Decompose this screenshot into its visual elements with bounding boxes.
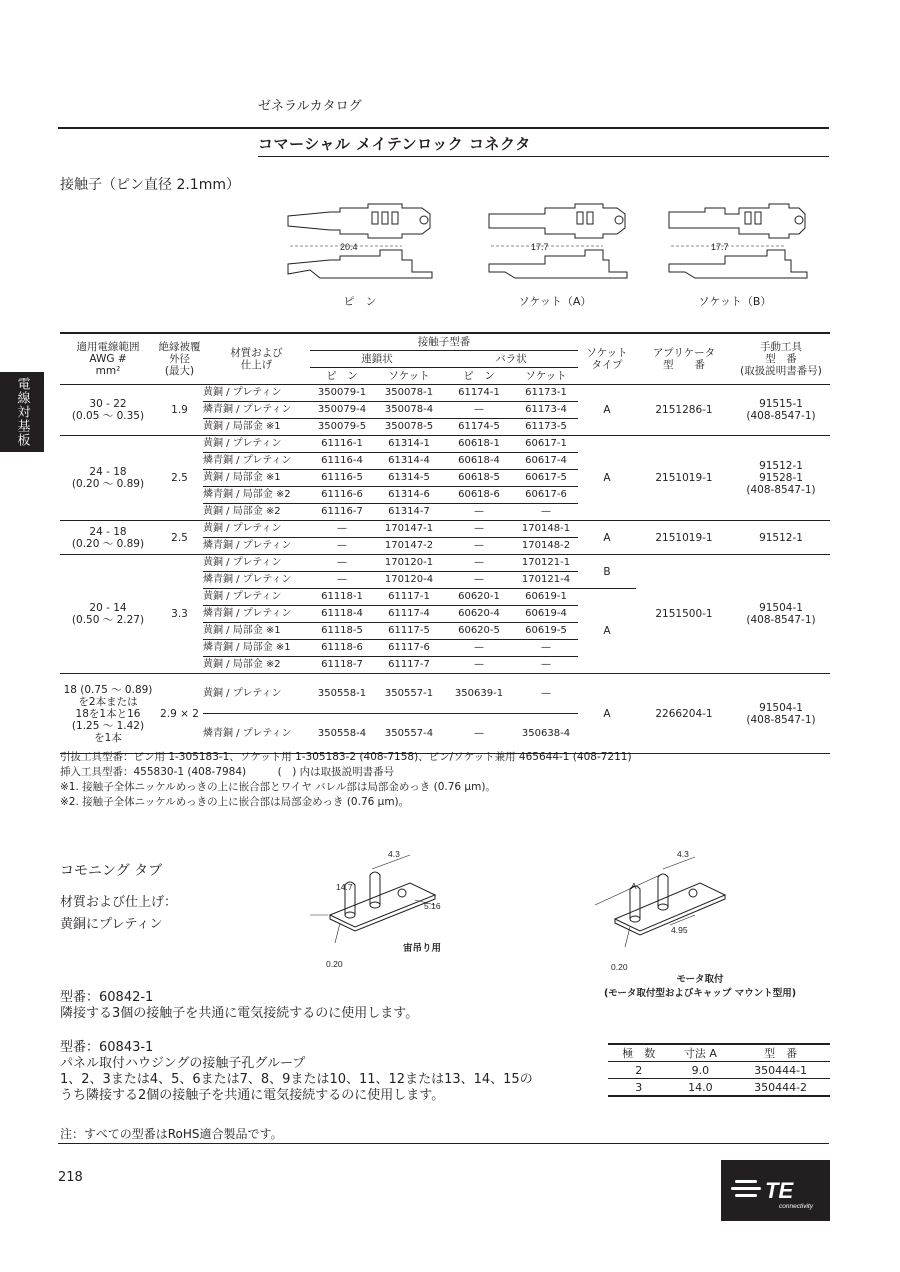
commoning-tab-suspended-drawing [300,845,460,975]
part-number-cell: — [444,521,514,538]
material-cell: 黄銅 / 局部金 ※2 [203,657,310,674]
part-number-cell: 61314-6 [374,487,444,504]
part-number-cell: — [514,674,578,714]
material-cell: 燐青銅 / 局部金 ※2 [203,487,310,504]
header-socket-type: ソケット タイプ [578,333,636,385]
socket-type-cell: A [578,674,636,754]
part-number-cell: 170121-4 [514,572,578,589]
part-number-cell: 61173-4 [514,402,578,419]
part-number-cell: 350078-4 [374,402,444,419]
table-row: 2 9.0 350444-1 [608,1062,830,1079]
dim-5-16: 5.16 [424,901,441,911]
part-number-cell: 61173-1 [514,385,578,402]
pin-caption: ピ ン [343,295,377,308]
part-number-cell: 170148-2 [514,538,578,555]
section-commoning-title: コモニング タブ [60,863,163,879]
applicator-cell: 2151286-1 [636,385,732,436]
part-number-cell: 61174-1 [444,385,514,402]
part-number-cell: — [444,714,514,754]
socket-b-caption: ソケット（B） [698,295,772,308]
hand-tool-cell: 91515-1 (408-8547-1) [732,385,830,436]
material-cell: 燐青銅 / プレティン [203,402,310,419]
page-title: コマーシャル メイテンロック コネクタ [258,135,531,153]
material-cell: 黄銅 / プレティン [203,385,310,402]
dim-14-7: 14.7 [336,882,353,892]
part-number-cell: 60617-1 [514,436,578,453]
header-chain: 連鎖状 [310,351,444,368]
part-number-cell: 61118-1 [310,589,374,606]
part-number-cell: 350557-1 [374,674,444,714]
part-number-cell: 350079-4 [310,402,374,419]
hand-tool-cell: 91504-1 (408-8547-1) [732,555,830,674]
insulation-od-cell: 2.5 [156,436,203,521]
socket-type-cell: B [578,555,636,589]
footer-rule [58,1143,829,1144]
part-number-cell: 350078-5 [374,419,444,436]
pin-dim: 20.4 [340,242,358,252]
table-row [60,674,830,714]
part-number-cell: 60617-6 [514,487,578,504]
applicator-cell: 2266204-1 [636,674,732,754]
part-number-cell: 61118-6 [310,640,374,657]
applicator-cell: 2151019-1 [636,436,732,521]
header-applicator: アプリケータ 型 番 [636,333,732,385]
header-insulation: 絶縁被覆 外径 (最大) [156,333,203,385]
part-number-cell: 170120-4 [374,572,444,589]
header-chain-socket: ソケット [388,370,430,382]
material-cell: 黄銅 / プレティン [203,589,310,606]
part-number-cell: 61118-7 [310,657,374,674]
table-row [60,436,830,453]
table-row: 3 14.0 350444-2 [608,1079,830,1097]
note-2: ※2. 接触子全体ニッケルめっきの上に嵌合部は局部金めっき (0.76 μm)。 [60,796,410,808]
part-number-cell: 60619-1 [514,589,578,606]
material-cell: 黄銅 / 局部金 ※1 [203,470,310,487]
part-number-cell: 350079-5 [310,419,374,436]
insulation-od-cell: 2.9 × 2 [156,674,203,754]
part-number-cell: — [514,640,578,657]
part-number-cell: 60618-6 [444,487,514,504]
model-60843-line3: うち隣接する2個の接触子を共通に電気接続するのに使用します。 [60,1088,445,1103]
socket-a-dim: 17.7 [531,242,549,252]
model-60843-number: 型番：60843-1 [60,1040,154,1055]
commoning-tab-motor-drawing [585,845,755,975]
dim-4-95: 4.95 [671,925,688,935]
note-1: ※1. 接触子全体ニッケルめっきの上に嵌合部とワイヤ バレル部は局部金めっき (0.76 μm)。 [60,781,496,793]
part-number-cell: 60617-5 [514,470,578,487]
part-number-cell: 61173-5 [514,419,578,436]
pole-table [608,1043,830,1097]
table-body [60,385,830,754]
header-rule [58,127,829,129]
page-number: 218 [58,1170,83,1185]
socket-type-cell: A [578,385,636,436]
socket-type-cell: A [578,589,636,674]
side-tab: 電線対基板 [0,372,44,452]
dim-0-20-a: 0.20 [326,959,343,969]
table-row [60,555,830,572]
pole-header-dim: 寸法 A [683,1047,717,1060]
dim-4-3-a: 4.3 [388,849,400,859]
part-number-cell: 61116-7 [310,504,374,521]
material-cell: 黄銅 / プレティン [203,521,310,538]
caption-motor-title: モータ取付 [676,974,724,985]
pin-drawing [280,200,450,290]
te-logo [721,1160,830,1221]
table-row [60,521,830,538]
header-material: 材質および 仕上げ [203,333,310,385]
part-number-cell: — [444,538,514,555]
part-number-cell: 350558-1 [310,674,374,714]
wire-range-cell: 18 (0.75 ～ 0.89) を2本または 18を1本と16 (1.25 ～ 1.42) を1本 [60,674,156,754]
part-number-cell: 61117-1 [374,589,444,606]
dim-a: A [631,881,637,891]
material-cell: 燐青銅 / プレティン [203,572,310,589]
hand-tool-cell: 91504-1 (408-8547-1) [732,674,830,754]
part-number-cell: — [514,504,578,521]
wire-range-cell: 30 - 22 (0.05 ～ 0.35) [60,385,156,436]
te-logo-sub: connectivity [779,1203,813,1210]
material-cell: 燐青銅 / プレティン [203,606,310,623]
dim-0-20-b: 0.20 [611,962,628,972]
model-60842-desc: 隣接する3個の接触子を共通に電気接続するのに使用します。 [60,1006,419,1021]
material-cell: 黄銅 / プレティン [203,555,310,572]
part-number-cell: — [310,555,374,572]
part-number-cell: 170147-1 [374,521,444,538]
socket-type-cell: A [578,436,636,521]
part-number-cell: 350079-1 [310,385,374,402]
note-insertion-tool: 挿入工具型番：455830-1 (408-7984) ( ) 内は取扱説明書番号 [60,766,395,778]
socket-b-dim: 17.7 [711,242,729,252]
part-number-cell: — [310,521,374,538]
socket-a-caption: ソケット（A） [518,295,592,308]
header-chain-pin: ピ ン [326,370,358,382]
part-number-cell: 60618-4 [444,453,514,470]
material-label: 材質および仕上げ： [60,895,178,910]
model-60842-number: 型番：60842-1 [60,990,154,1005]
applicator-cell: 2151019-1 [636,521,732,555]
section-contacts-title: 接触子（ピン直径 2.1mm） [60,177,240,193]
socket-a-drawing [485,200,635,290]
te-logo-text: TE [765,1178,794,1203]
dim-4-3-b: 4.3 [677,849,689,859]
part-number-cell: 170121-1 [514,555,578,572]
part-number-cell: — [310,572,374,589]
header-contact: 接触子型番 [310,333,578,351]
part-number-cell: — [444,640,514,657]
part-number-cell: 61117-7 [374,657,444,674]
material-value: 黄銅にプレティン [60,917,163,932]
socket-type-cell: A [578,521,636,555]
wire-range-cell: 20 - 14 (0.50 ～ 2.27) [60,555,156,674]
part-number-cell: — [444,402,514,419]
model-60843-line2: 1、2、3または4、5、6または7、8、9または10、11、12または13、14、15の [60,1072,533,1087]
part-number-cell: 61117-5 [374,623,444,640]
material-cell: 燐青銅 / プレティン [203,714,310,754]
part-number-cell: — [514,657,578,674]
material-cell: 燐青銅 / プレティン [203,453,310,470]
part-number-cell: 60619-5 [514,623,578,640]
note-extraction-tool: 引抜工具型番：ピン用 1-305183-1、ソケット用 1-305183-2 (408-7158)、ピン/ソケット兼用 465644-1 (408-7211) [60,751,632,763]
caption-motor [560,973,840,1001]
part-number-cell: — [310,538,374,555]
part-number-cell: — [444,555,514,572]
part-number-cell: 350557-4 [374,714,444,754]
part-number-cell: 350638-4 [514,714,578,754]
caption-motor-sub: (モータ取付型およびキャップ マウント型用) [603,988,797,999]
material-cell: 黄銅 / プレティン [203,674,310,714]
socket-b-drawing [665,200,815,290]
part-number-cell: 61314-1 [374,436,444,453]
part-number-cell: 61118-5 [310,623,374,640]
material-info [60,892,177,936]
material-cell: 燐青銅 / 局部金 ※1 [203,640,310,657]
header-loose-pin: ピ ン [463,370,495,382]
part-number-cell: 60619-4 [514,606,578,623]
material-cell: 黄銅 / 局部金 ※2 [203,504,310,521]
header-loose-socket: ソケット [525,370,567,382]
part-number-cell: 61116-5 [310,470,374,487]
table-row [60,385,830,402]
part-number-cell: 60620-1 [444,589,514,606]
part-number-cell: 61314-4 [374,453,444,470]
part-number-cell: 170120-1 [374,555,444,572]
part-number-cell: 61116-1 [310,436,374,453]
part-number-cell: 61118-4 [310,606,374,623]
caption-suspended: 宙吊り用 [403,943,442,954]
model-60843 [60,1040,533,1104]
footer-note: 注：すべての型番はRoHS適合製品です。 [60,1127,283,1141]
part-number-cell: 60618-5 [444,470,514,487]
part-number-cell: 61116-4 [310,453,374,470]
material-cell: 黄銅 / 局部金 ※1 [203,419,310,436]
header-loose: バラ状 [444,351,578,368]
part-number-cell: — [444,504,514,521]
hand-tool-cell: 91512-1 91528-1 (408-8547-1) [732,436,830,521]
te-logo-mark [721,1160,830,1221]
insulation-od-cell: 2.5 [156,521,203,555]
part-number-cell: 61314-5 [374,470,444,487]
part-number-cell: 60620-5 [444,623,514,640]
applicator-cell: 2151500-1 [636,555,732,674]
part-number-cell: 350078-1 [374,385,444,402]
header-wire: 適用電線範囲 AWG # mm² [60,333,156,385]
part-number-cell: 61314-7 [374,504,444,521]
model-60842 [60,990,418,1022]
insulation-od-cell: 3.3 [156,555,203,674]
catalog-label: ゼネラルカタログ [258,99,362,114]
pole-header-poles: 極 数 [622,1047,656,1060]
part-number-cell: — [444,572,514,589]
material-cell: 燐青銅 / プレティン [203,538,310,555]
part-number-cell: 60618-1 [444,436,514,453]
insulation-od-cell: 1.9 [156,385,203,436]
hand-tool-cell: 91512-1 [732,521,830,555]
header-hand-tool: 手動工具 型 番 (取扱説明書番号) [732,333,830,385]
notes [60,750,632,810]
material-cell: 黄銅 / プレティン [203,436,310,453]
part-number-cell: 60620-4 [444,606,514,623]
pole-header-model: 型 番 [764,1047,798,1060]
contact-spec-table [60,332,830,754]
wire-range-cell: 24 - 18 (0.20 ～ 0.89) [60,436,156,521]
part-number-cell: — [444,657,514,674]
part-number-cell: 60617-4 [514,453,578,470]
part-number-cell: 61117-4 [374,606,444,623]
title-rule [258,156,829,157]
part-number-cell: 350558-4 [310,714,374,754]
part-number-cell: 61174-5 [444,419,514,436]
part-number-cell: 170148-1 [514,521,578,538]
wire-range-cell: 24 - 18 (0.20 ～ 0.89) [60,521,156,555]
part-number-cell: 61116-6 [310,487,374,504]
part-number-cell: 170147-2 [374,538,444,555]
model-60843-line1: パネル取付ハウジングの接触子孔グループ [60,1056,306,1071]
part-number-cell: 61117-6 [374,640,444,657]
part-number-cell: 350639-1 [444,674,514,714]
material-cell: 黄銅 / 局部金 ※1 [203,623,310,640]
